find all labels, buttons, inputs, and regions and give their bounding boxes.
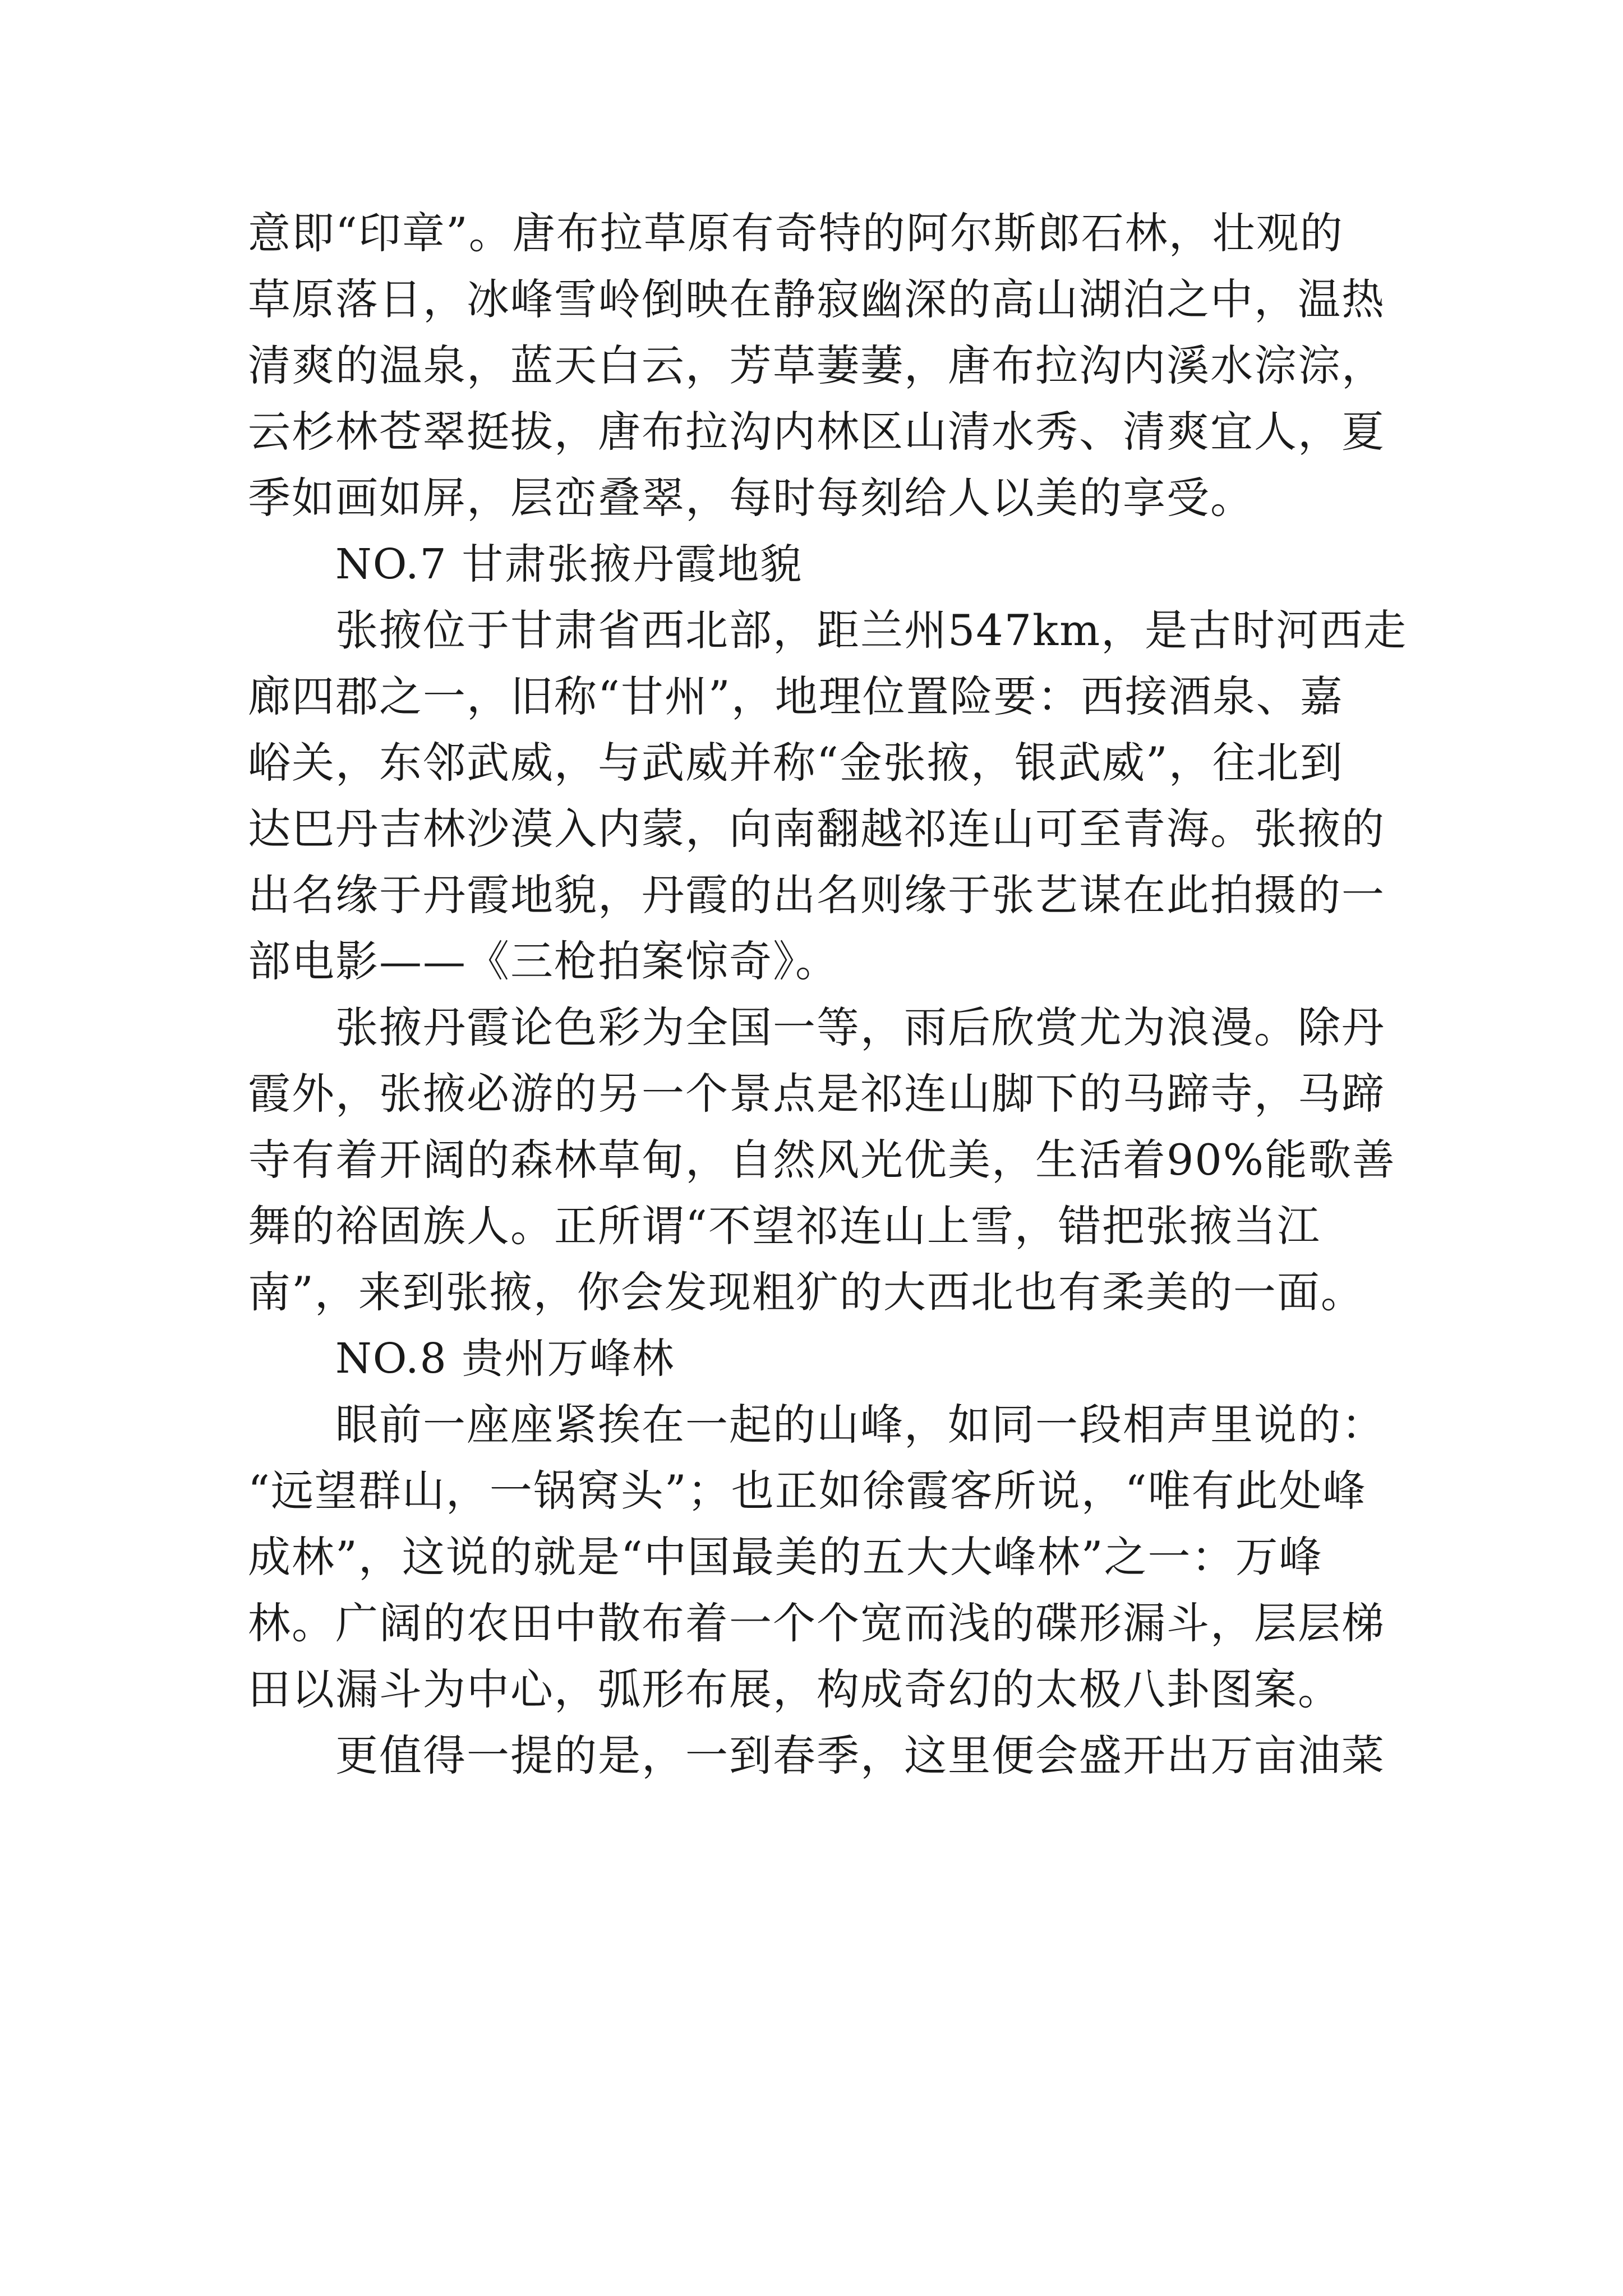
text-line: 舞的裕固族人。正所谓“不望祁连山上雪，错把张掖当江: [248, 1201, 1321, 1251]
text-line: 达巴丹吉林沙漠入内蒙，向南翻越祁连山可至青海。张掖的: [248, 804, 1385, 854]
text-line: 部电影——《三枪拍案惊奇》。: [248, 936, 839, 986]
text-line: 南”，来到张掖，你会发现粗犷的大西北也有柔美的一面。: [248, 1267, 1364, 1317]
text-line: 张掖位于甘肃省西北部，距兰州547km，是古时河西走: [335, 605, 1408, 655]
text-line: 成林”，这说的就是“中国最美的五大大峰林”之一：万峰: [248, 1532, 1323, 1582]
text-line: 清爽的温泉，蓝天白云，芳草萋萋，唐布拉沟内溪水淙淙，: [248, 341, 1385, 390]
text-line: 霞外，张掖必游的另一个景点是祁连山脚下的马蹄寺，马蹄: [248, 1069, 1385, 1119]
section-heading: NO.7 甘肃张掖丹霞地貌: [335, 540, 803, 588]
text-line: 寺有着开阔的森林草甸，自然风光优美，生活着90%能歌善: [248, 1135, 1396, 1185]
text-line: 更值得一提的是，一到春季，这里便会盛开出万亩油菜: [335, 1731, 1385, 1780]
text-line: 意即“印章”。唐布拉草原有奇特的阿尔斯郎石林，壮观的: [248, 208, 1344, 258]
text-line: 张掖丹霞论色彩为全国一等，雨后欣赏尤为浪漫。除丹: [335, 1002, 1385, 1052]
section-heading: NO.8 贵州万峰林: [335, 1335, 675, 1383]
text-line: 田以漏斗为中心，弧形布展，构成奇幻的太极八卦图案。: [248, 1664, 1341, 1714]
text-line: 眼前一座座紧挨在一起的山峰，如同一段相声里说的：: [335, 1400, 1385, 1450]
text-line: 峪关，东邻武威，与武威并称“金张掖，银武威”，往北到: [248, 738, 1344, 788]
text-line: 云杉林苍翠挺拔，唐布拉沟内林区山清水秀、清爽宜人，夏: [248, 407, 1385, 457]
text-line: 草原落日，冰峰雪岭倒映在静寂幽深的高山湖泊之中，温热: [248, 274, 1385, 324]
text-line: “远望群山，一锅窝头”；也正如徐霞客所说，“唯有此处峰: [248, 1466, 1367, 1516]
text-line: 林。广阔的农田中散布着一个个宽而浅的碟形漏斗，层层梯: [248, 1598, 1385, 1648]
text-line: 季如画如屏，层峦叠翠，每时每刻给人以美的享受。: [248, 473, 1254, 523]
text-line: 出名缘于丹霞地貌，丹霞的出名则缘于张艺谋在此拍摄的一: [248, 870, 1385, 920]
text-line: 廊四郡之一，旧称“甘州”，地理位置险要：西接酒泉、嘉: [248, 671, 1344, 721]
